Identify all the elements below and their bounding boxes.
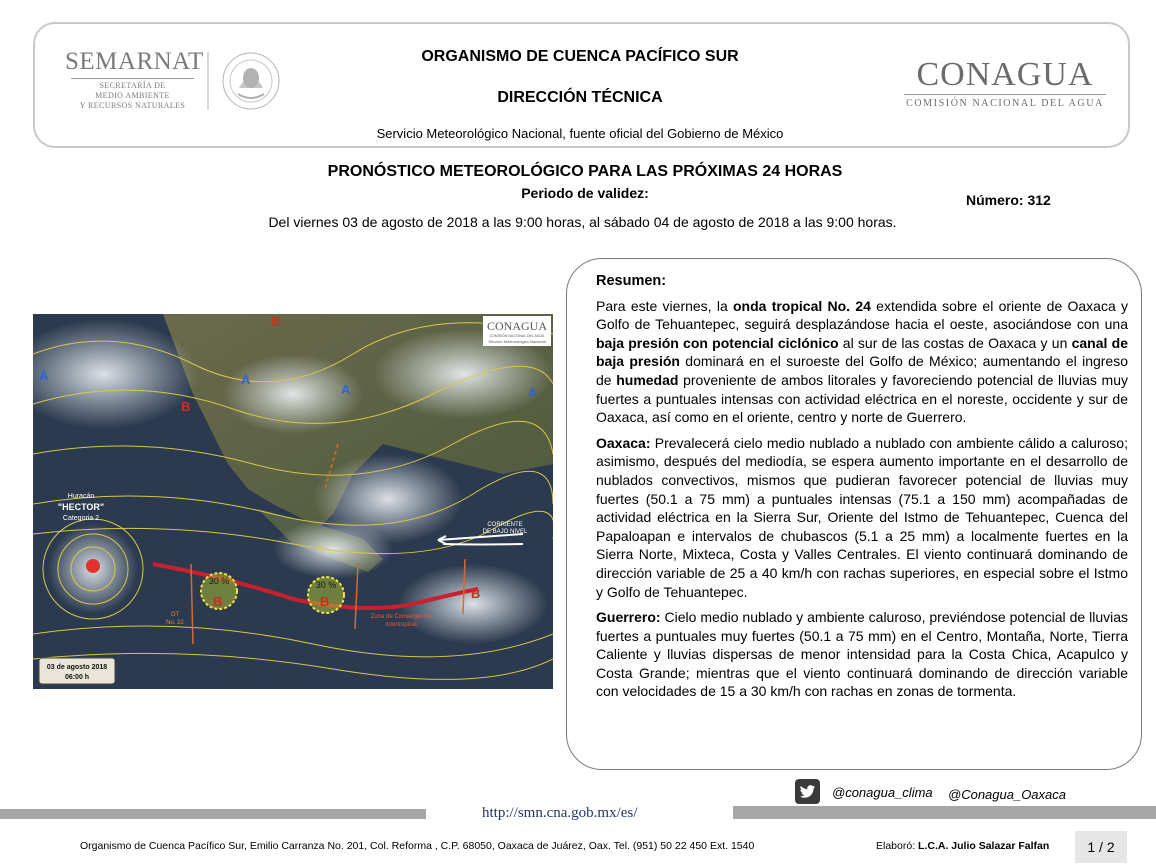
svg-text:B: B — [471, 586, 481, 601]
org-title: ORGANISMO DE CUENCA PACÍFICO SUR — [421, 48, 739, 65]
conagua-logo — [900, 56, 1110, 109]
svg-text:B: B — [213, 594, 223, 609]
low-pressure-pct-1: 30 % — [208, 576, 230, 586]
footer-bar-right — [733, 806, 1156, 819]
svg-text:A: A — [39, 368, 49, 383]
direction-title: DIRECCIÓN TÉCNICA — [497, 89, 663, 106]
twitter-handle-oaxaca[interactable]: @Conagua_Oaxaca — [948, 787, 1066, 802]
summary-heading: Resumen: — [596, 273, 667, 289]
summary-text: proveniente de ambos litorales y favoreciendo potencial de lluvias muy fuertes a puntuales intensas con actividad eléctrica en el noreste, occidente y sur de Oaxaca, así como en el oriente, centro y norte de Guerrero. — [596, 371, 1128, 426]
forecast-title: PRONÓSTICO METEOROLÓGICO PARA LAS PRÓXIMAS 24 HORAS — [327, 163, 843, 180]
conagua-logo-sub: COMISIÓN NACIONAL DEL AGUA — [904, 94, 1106, 109]
mexico-seal-icon — [205, 48, 280, 114]
summary-text: dominará en el suroeste del Golfo de México; aumentando el ingreso de — [596, 353, 1129, 388]
summary-paragraph-general — [596, 297, 1128, 427]
twitter-handle-clima[interactable]: @conagua_clima — [832, 785, 933, 800]
semarnat-logo-sub-3: Y RECURSOS NATURALES — [79, 101, 186, 110]
low-pressure-pct-2: 30 % — [315, 580, 337, 590]
map-brand-sub2: Servicio Meteorológico Nacional — [488, 339, 546, 344]
summary-text: al sur de las costas de Oaxaca y un — [838, 334, 1072, 351]
semarnat-logo-word: SEMARNAT — [65, 48, 204, 75]
tropical-wave-label-1: OT — [170, 612, 180, 618]
summary-bold-text: humedad — [616, 371, 679, 388]
summary-text: Cielo medio nublado y ambiente caluroso, previéndose potencial de lluvias fuertes a puntuales muy fuertes (50.1 a 75 mm) en el Centro, Montaña, Norte, Tierra Caliente y lluvias dispersas de menor intensidad para la Costa Chica, Acapulco y Costa Grande; mientras que el viento continuará dominando de dirección variable con velocidades de 15 a 30 km/h con rachas en zonas de tormenta. — [596, 609, 1128, 700]
summary-paragraph-guerrero — [596, 608, 1128, 701]
conagua-logo-word: CONAGUA — [916, 56, 1094, 93]
footer-author — [876, 840, 1049, 852]
smn-subtitle: Servicio Meteorológico Nacional, fuente oficial del Gobierno de México — [376, 126, 784, 141]
weather-map — [33, 314, 553, 689]
hurricane-name: "HECTOR" — [57, 502, 105, 512]
summary-bold-text: onda tropical No. 24 — [733, 297, 871, 314]
page-number: 1 / 2 — [1075, 831, 1127, 863]
summary-bold-text: canal de baja presión — [596, 334, 1128, 370]
validity-period: Del viernes 03 de agosto de 2018 a las 9:00 horas, al sábado 04 de agosto de 2018 a las 9:00 horas. — [268, 214, 897, 230]
svg-text:B: B — [181, 399, 191, 414]
footer-author-name: L.C.A. Julio Salazar Falfan — [918, 840, 1050, 852]
tropical-wave-label-2: No. 22 — [166, 620, 184, 626]
validity-title: Periodo de validez: — [521, 185, 649, 201]
summary-text: Para este viernes, la — [596, 297, 733, 314]
semarnat-logo — [65, 48, 204, 111]
summary-paragraph-oaxaca — [596, 434, 1128, 601]
summary-bold-text: baja presión con potencial ciclónico — [596, 334, 839, 351]
twitter-icon[interactable] — [795, 779, 820, 804]
footer-bar-left — [0, 809, 426, 819]
semarnat-logo-rule — [71, 78, 194, 79]
summary-bold-text: Oaxaca: — [596, 434, 651, 451]
summary-content — [596, 272, 1128, 708]
map-time-label: 06:00 h — [64, 674, 90, 681]
semarnat-logo-sub-2: MEDIO AMBIENTE — [95, 91, 170, 100]
map-brand-word: CONAGUA — [487, 319, 547, 333]
summary-bold-text: Guerrero: — [596, 609, 661, 626]
smn-url-link[interactable]: http://smn.cna.gob.mx/es/ — [482, 805, 638, 821]
bulletin-number: Número: 312 — [966, 192, 1051, 208]
svg-text:A: A — [341, 382, 351, 397]
summary-text: Prevalecerá cielo medio nublado a nublado con ambiente cálido a caluroso; asimismo, después del mediodía, se espera aumento importante en el desarrollo de nublados convectivos, mismos que pudieran favorecer potencial de lluvias muy fuertes (50.1 a 75 mm) a puntuales intensas (75.1 a 150 mm) acompañadas de actividad eléctrica en la Sierra Sur, Oriente del Istmo de Tehuantepec, Cuenca del Papaloapan e intervalos de chubascos (5.1 a 25 mm) a localmente fuertes en la Sierra Norte, Mixteca, Costa y Valles Centrales. El viento continuará dominando de dirección variable de 25 a 40 km/h con rachas superiores, en especial sobre el Istmo y Golfo de Tehuantepec. — [596, 434, 1128, 600]
low-level-current-label-2: DE BAJO NIVEL — [482, 529, 528, 535]
hurricane-label: Huracán — [67, 493, 95, 500]
footer-author-label: Elaboró: — [876, 840, 916, 852]
svg-text:B: B — [271, 314, 281, 329]
svg-text:A: A — [241, 372, 251, 387]
footer-address: Organismo de Cuenca Pacífico Sur, Emilio Carranza No. 201, Col. Reforma , C.P. 68050, Oaxaca de Juárez, Oax. Tel. (951) 50 22 450 Ext. 1540 — [80, 840, 755, 852]
map-brand-sub1: COMISIÓN NACIONAL DEL AGUA — [489, 334, 545, 338]
summary-text: extendida sobre el oriente de Oaxaca y Golfo de Tehuantepec, seguirá desplazándose hacia el oeste, asociándose con una — [596, 297, 1128, 333]
map-date-label: 03 de agosto 2018 — [46, 664, 108, 671]
hurricane-category: Categoria 2 — [62, 515, 100, 522]
itcz-label-2: Intertropical — [385, 622, 417, 628]
itcz-label-1: Zona de Convergencia — [370, 614, 432, 620]
hurricane-icon — [86, 559, 100, 573]
semarnat-logo-sub-1: SECRETARÍA DE — [99, 81, 166, 90]
low-level-current-label-1: CORRIENTE — [487, 522, 523, 528]
svg-text:A: A — [528, 385, 538, 400]
svg-text:B: B — [320, 594, 330, 609]
